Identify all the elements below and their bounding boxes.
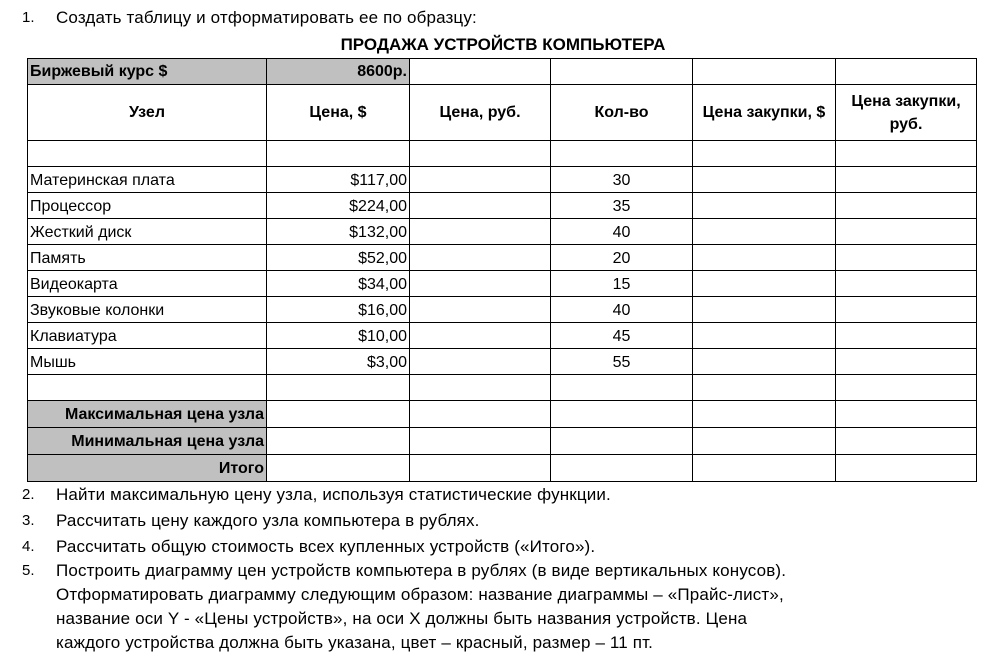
item-purchase-rub	[836, 297, 977, 323]
item-purchase-usd	[693, 323, 836, 349]
item-purchase-usd	[693, 219, 836, 245]
item-purchase-rub	[836, 219, 977, 245]
item-name: Мышь	[28, 349, 267, 375]
item-purchase-rub	[836, 271, 977, 297]
rate-label: Биржевый курс $	[28, 59, 267, 85]
item-qty: 35	[551, 193, 693, 219]
table-row	[28, 271, 977, 297]
table-row	[28, 167, 977, 193]
item-purchase-usd	[693, 271, 836, 297]
item-price-rub	[410, 349, 551, 375]
task-5-line-4: каждого устройства должна быть указана, цвет – красный, размер – 11 пт.	[56, 633, 654, 652]
item-price-usd: $117,00	[267, 167, 410, 193]
blank-row	[28, 141, 977, 167]
empty-cell	[693, 59, 836, 85]
table-row	[28, 349, 977, 375]
summary-label-max: Максимальная цена узла	[28, 401, 267, 428]
item-qty: 45	[551, 323, 693, 349]
item-price-usd: $3,00	[267, 349, 410, 375]
task-number: 4.	[22, 538, 35, 555]
task-number: 2.	[22, 486, 35, 503]
task-text: Рассчитать цену каждого узла компьютера в рублях.	[56, 511, 480, 530]
item-price-usd: $224,00	[267, 193, 410, 219]
table-row	[28, 245, 977, 271]
item-price-usd: $34,00	[267, 271, 410, 297]
task-number: 3.	[22, 512, 35, 529]
item-price-rub	[410, 219, 551, 245]
header-price-rub: Цена, руб.	[410, 85, 551, 141]
price-table	[27, 58, 977, 482]
item-price-usd: $10,00	[267, 323, 410, 349]
item-qty: 15	[551, 271, 693, 297]
item-purchase-rub	[836, 349, 977, 375]
summary-row-total	[28, 455, 977, 482]
item-name: Память	[28, 245, 267, 271]
item-price-rub	[410, 167, 551, 193]
header-purchase-rub: Цена закупки, руб.	[836, 85, 977, 141]
blank-row	[28, 375, 977, 401]
item-qty: 30	[551, 167, 693, 193]
item-name: Процессор	[28, 193, 267, 219]
header-purchase-usd: Цена закупки, $	[693, 85, 836, 141]
summary-row-min	[28, 428, 977, 455]
table-title: ПРОДАЖА УСТРОЙСТВ КОМПЬЮТЕРА	[340, 35, 666, 54]
item-price-usd: $16,00	[267, 297, 410, 323]
rate-value: 8600р.	[267, 59, 410, 85]
task-text: Рассчитать общую стоимость всех купленных устройств («Итого»).	[56, 537, 596, 556]
summary-row-max	[28, 401, 977, 428]
table-row	[28, 323, 977, 349]
item-purchase-rub	[836, 167, 977, 193]
item-qty: 55	[551, 349, 693, 375]
summary-label-min: Минимальная цена узла	[28, 428, 267, 455]
item-purchase-usd	[693, 193, 836, 219]
empty-cell	[836, 59, 977, 85]
table-row	[28, 297, 977, 323]
item-price-usd: $132,00	[267, 219, 410, 245]
item-purchase-usd	[693, 349, 836, 375]
item-qty: 20	[551, 245, 693, 271]
item-name: Звуковые колонки	[28, 297, 267, 323]
item-purchase-usd	[693, 245, 836, 271]
header-node: Узел	[28, 85, 267, 141]
item-purchase-usd	[693, 297, 836, 323]
item-name: Видеокарта	[28, 271, 267, 297]
item-name: Клавиатура	[28, 323, 267, 349]
task-text: Создать таблицу и отформатировать ее по образцу:	[56, 8, 477, 27]
task-5-line-2: Отформатировать диаграмму следующим образом: название диаграммы – «Прайс-лист»,	[56, 585, 784, 604]
item-qty: 40	[551, 219, 693, 245]
header-price-usd: Цена, $	[267, 85, 410, 141]
item-price-rub	[410, 297, 551, 323]
item-price-rub	[410, 245, 551, 271]
item-name: Материнская плата	[28, 167, 267, 193]
table-row	[28, 193, 977, 219]
item-qty: 40	[551, 297, 693, 323]
item-price-rub	[410, 271, 551, 297]
rate-row	[28, 59, 977, 85]
item-price-usd: $52,00	[267, 245, 410, 271]
item-price-rub	[410, 323, 551, 349]
item-purchase-rub	[836, 245, 977, 271]
empty-cell	[410, 59, 551, 85]
item-name: Жесткий диск	[28, 219, 267, 245]
task-5-line-3: название оси Y - «Цены устройств», на оси X должны быть названия устройств. Цена	[56, 609, 748, 628]
task-number: 1.	[22, 9, 35, 26]
item-price-rub	[410, 193, 551, 219]
task-text: Найти максимальную цену узла, используя статистические функции.	[56, 485, 611, 504]
item-purchase-rub	[836, 193, 977, 219]
header-qty: Кол-во	[551, 85, 693, 141]
task-text: Построить диаграмму цен устройств компьютера в рублях (в виде вертикальных конусов).	[56, 561, 787, 580]
item-purchase-rub	[836, 323, 977, 349]
table-row	[28, 219, 977, 245]
summary-label-total: Итого	[28, 455, 267, 482]
item-purchase-usd	[693, 167, 836, 193]
header-row	[28, 85, 977, 141]
task-number: 5.	[22, 562, 35, 579]
empty-cell	[551, 59, 693, 85]
